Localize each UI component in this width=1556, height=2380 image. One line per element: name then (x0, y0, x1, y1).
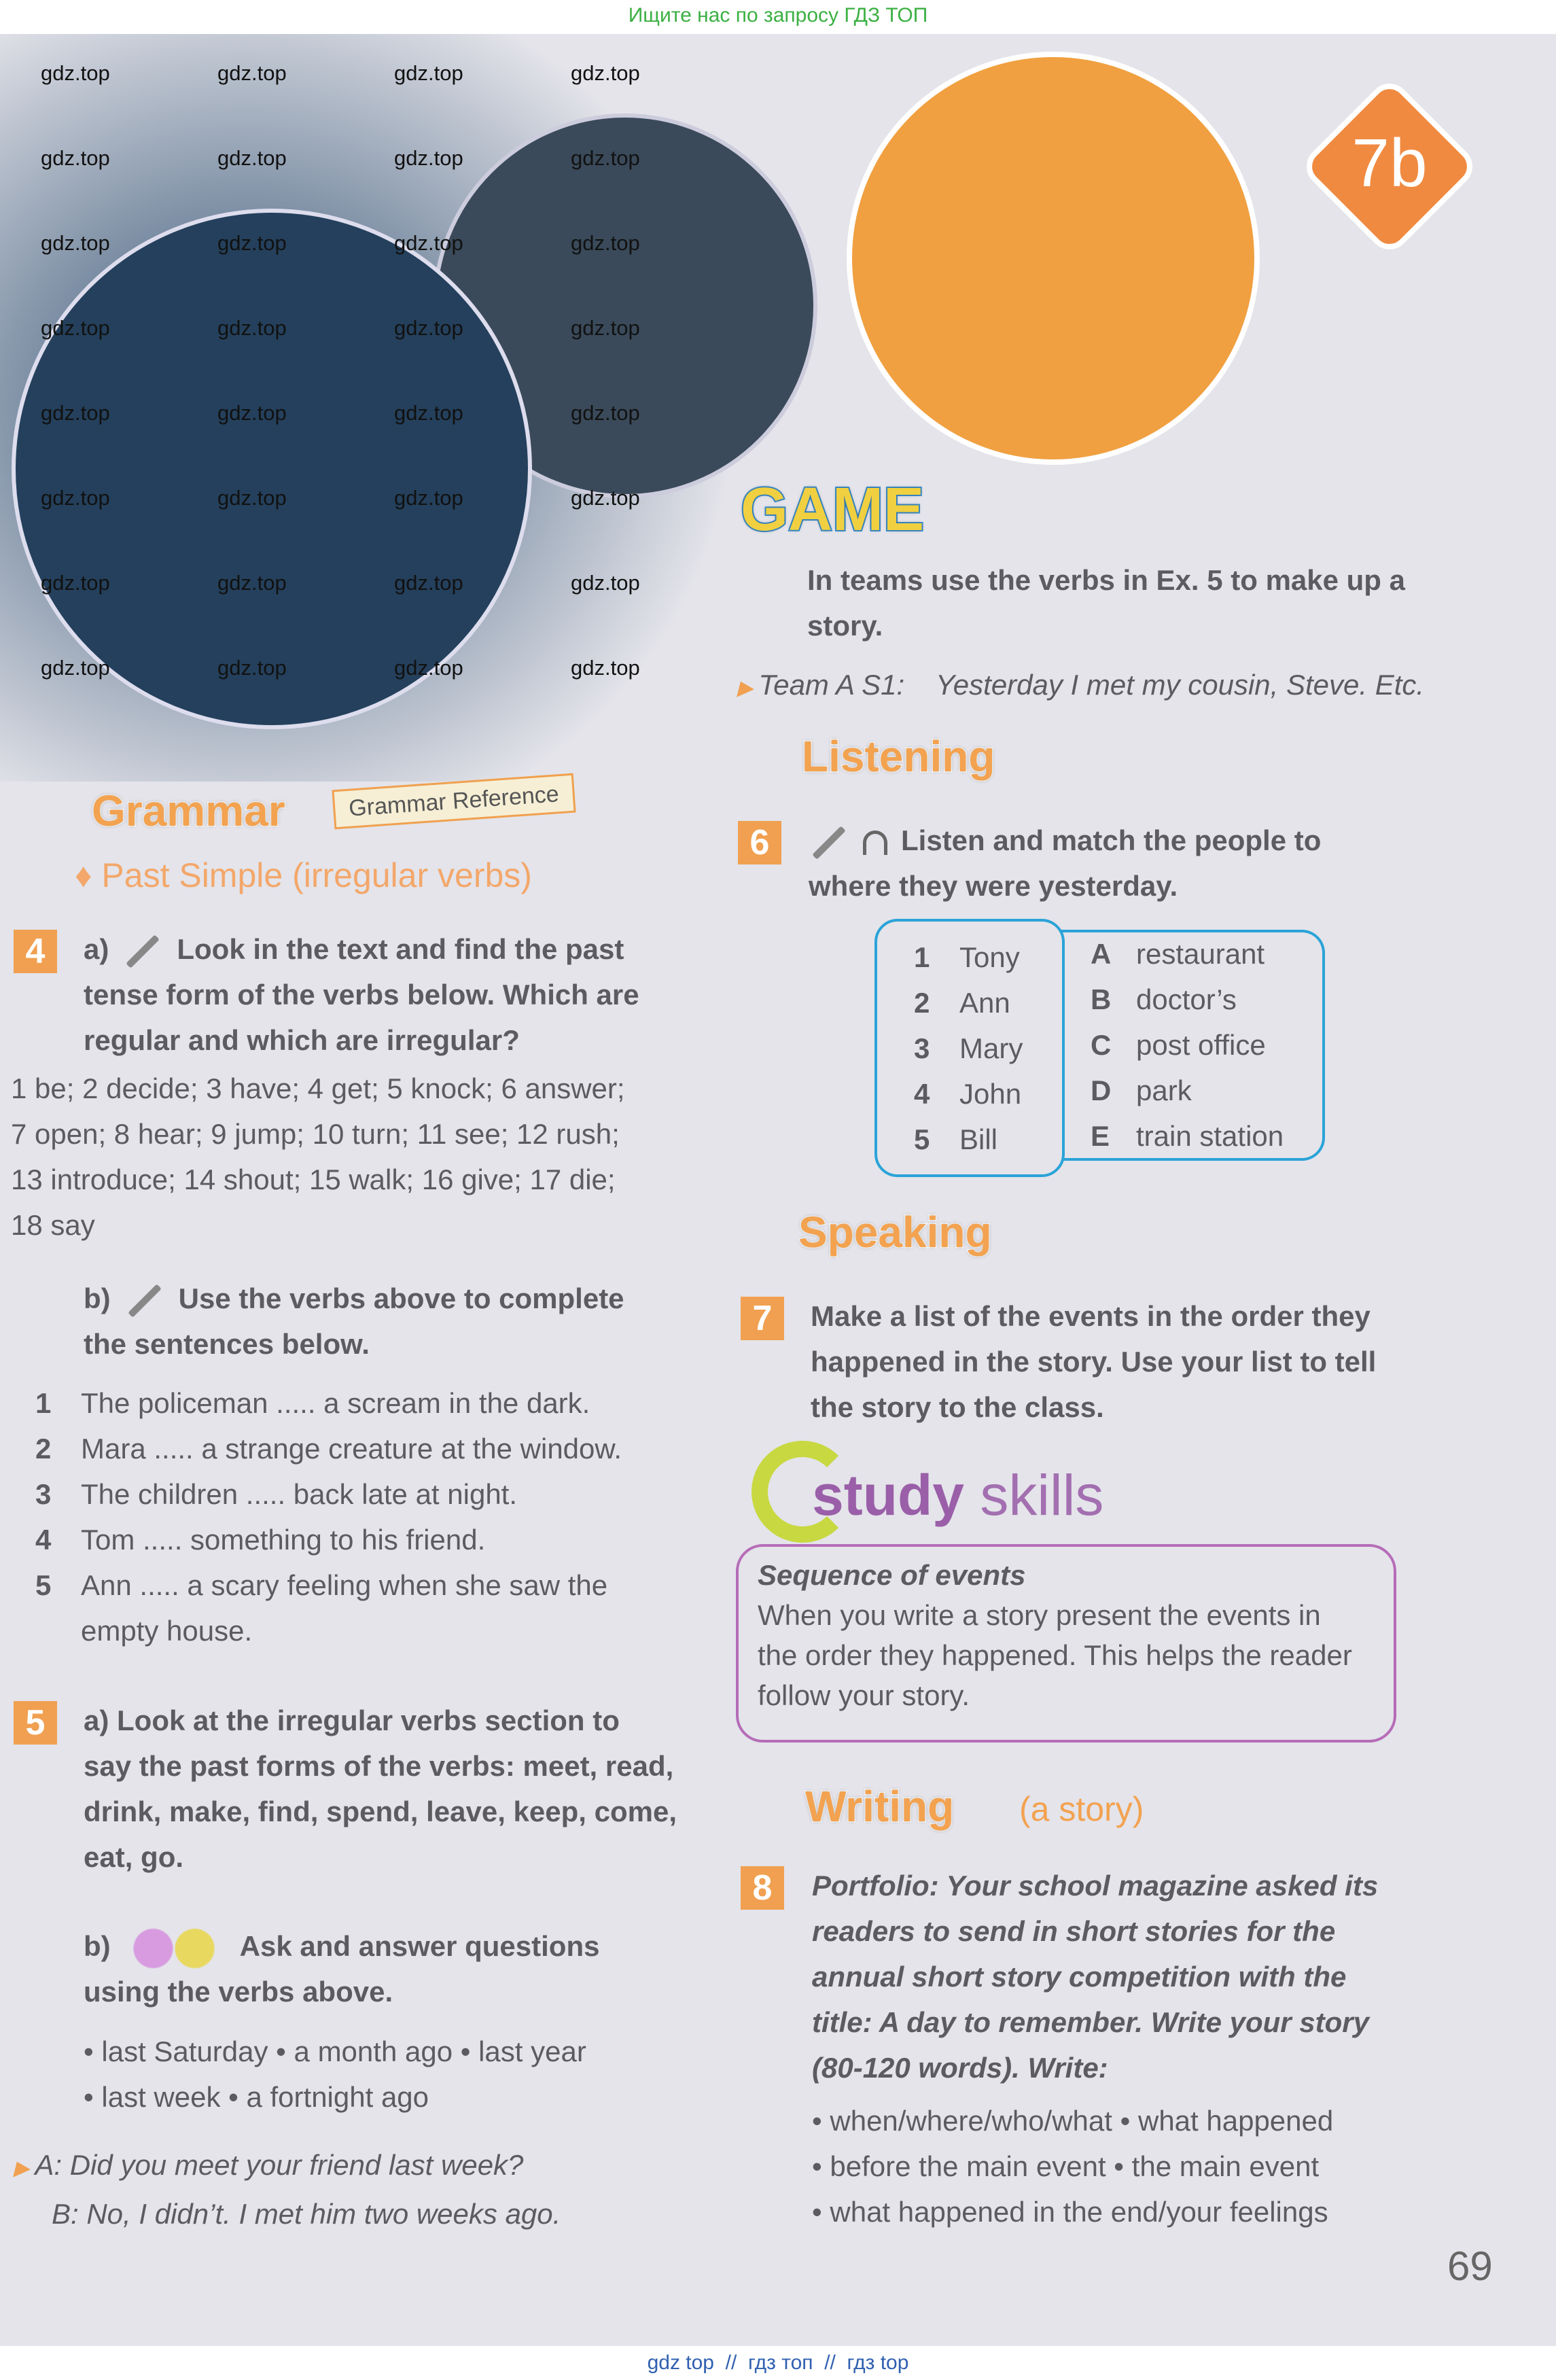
watermark: gdz.top (394, 61, 463, 85)
instruction-line: Use the verbs above to complete (178, 1282, 624, 1314)
watermark: gdz.top (571, 656, 640, 680)
skills-word: skills (980, 1463, 1104, 1527)
page-number: 69 (1447, 2243, 1493, 2289)
watermark: gdz.top (217, 61, 287, 85)
study-skills-heading: Sequence of events (758, 1559, 1026, 1591)
person-name: Ann (959, 987, 1010, 1019)
item-number: 3 (35, 1478, 52, 1510)
watermark: gdz.top (571, 401, 640, 425)
exercise-number: 8 (741, 1866, 784, 1910)
instruction-line: a) Look at the irregular verbs section to (84, 1704, 620, 1736)
instruction-line: eat, go. (84, 1841, 184, 1873)
item-text: Ann ..... a scary feeling when she saw the (81, 1569, 608, 1601)
instruction-line: where they were yesterday. (809, 870, 1178, 902)
watermark: gdz.top (571, 231, 640, 255)
watermark: gdz.top (571, 571, 640, 595)
person-item (914, 980, 1023, 1026)
exercise-5a-instructions (84, 1698, 677, 1880)
watermark: gdz.top (41, 61, 110, 85)
instruction-line: readers to send in short stories for the (812, 1915, 1336, 1947)
bullet-line: • before the main event • the main event (812, 2150, 1320, 2182)
bullet-line: • what happened in the end/your feelings (812, 2196, 1328, 2228)
study-skills-box (736, 1544, 1396, 1743)
instruction-line: Make a list of the events in the order they (811, 1300, 1371, 1332)
item-text: empty house. (81, 1615, 253, 1647)
bullet-line: • when/where/who/what • what happened (812, 2105, 1334, 2137)
dialogue-line: B: No, I didn’t. I met him two weeks ago. (52, 2198, 561, 2230)
item-letter: A (1091, 938, 1112, 970)
instruction-line: Ask and answer questions (239, 1930, 600, 1962)
watermark: gdz.top (394, 571, 463, 595)
verb-line: 1 be; 2 decide; 3 have; 4 get; 5 knock; 6 answer; (11, 1072, 625, 1104)
instruction-line: Look in the text and find the past (177, 933, 624, 965)
watermark: gdz.top (41, 231, 110, 255)
place-item (1091, 1113, 1284, 1159)
pencil-icon (812, 826, 845, 859)
sentence-item (35, 1471, 622, 1517)
item-number (35, 1608, 81, 1653)
sentence-list (35, 1380, 622, 1653)
exercise-number: 4 (14, 930, 57, 973)
dialogue-line: A: Did you meet your friend last week? (35, 2149, 524, 2181)
exercise-4b-instructions (84, 1276, 624, 1367)
item-number: 2 (914, 987, 930, 1019)
item-number: 1 (914, 941, 930, 973)
watermark: gdz.top (394, 656, 463, 680)
unit-badge-label: 7b (1351, 125, 1428, 201)
instruction-line: (80-120 words). Write: (812, 2052, 1108, 2084)
watermark: gdz.top (41, 486, 110, 510)
watermark: gdz.top (217, 656, 287, 680)
pencil-icon (126, 934, 160, 968)
person-name: John (959, 1078, 1022, 1110)
listening-heading: Listening (802, 732, 995, 781)
grammar-subtitle (75, 855, 532, 896)
instruction-line: tense form of the verbs below. Which are (84, 979, 639, 1011)
watermark: gdz.top (571, 146, 640, 170)
instruction-line: the sentences below. (84, 1328, 370, 1360)
arrow-icon: ▶ (737, 677, 759, 699)
bottom-banner: gdz top // гдз топ // гдз top (0, 2346, 1556, 2380)
sentence-item (35, 1608, 622, 1653)
place-item (1091, 1022, 1284, 1068)
instruction-line: happened in the story. Use your list to tell (811, 1346, 1377, 1378)
item-text: The policeman ..... a scream in the dark. (81, 1387, 590, 1419)
item-number: 1 (35, 1387, 52, 1419)
game-example (737, 662, 1424, 711)
study-skills-line: When you write a story present the events in (758, 1599, 1321, 1631)
watermark: gdz.top (41, 316, 110, 340)
item-letter: B (1091, 983, 1112, 1015)
part-label: b) (84, 1930, 111, 1962)
writing-heading: Writing (805, 1782, 955, 1831)
exercise-6-instructions (809, 818, 1321, 909)
verb-line: 18 say (11, 1209, 95, 1241)
watermark: gdz.top (217, 146, 287, 170)
item-letter: E (1091, 1120, 1110, 1152)
person-item (914, 1026, 1023, 1071)
example-text: Team A S1: Yesterday I met my cousin, Steve. Etc. (758, 669, 1425, 701)
speaking-heading: Speaking (798, 1208, 992, 1257)
exercise-number: 7 (741, 1297, 784, 1340)
part-label: a) (84, 933, 109, 965)
place-name: doctor’s (1136, 983, 1237, 1015)
item-text: The children ..... back late at night. (81, 1478, 518, 1510)
item-number: 5 (914, 1123, 930, 1155)
watermark: gdz.top (217, 571, 287, 595)
people-list (914, 934, 1023, 1162)
watermark: gdz.top (41, 571, 110, 595)
game-instructions (807, 557, 1405, 648)
place-name: post office (1136, 1029, 1266, 1061)
instruction-line: title: A day to remember. Write your story (812, 2006, 1369, 2038)
watermark: gdz.top (571, 486, 640, 510)
game-heading: GAME (741, 476, 924, 544)
example-dialogue (14, 2142, 561, 2237)
instruction-line: using the verbs above. (84, 1976, 393, 2008)
instruction-line: the story to the class. (811, 1391, 1104, 1423)
headphones-icon (863, 830, 887, 855)
watermark: gdz.top (394, 316, 463, 340)
person-name: Mary (959, 1032, 1023, 1064)
person-item (914, 1117, 1023, 1162)
study-word: study (812, 1463, 965, 1527)
person-name: Bill (959, 1123, 998, 1155)
item-text: Tom ..... something to his friend. (81, 1524, 486, 1556)
exercise-number: 6 (738, 821, 781, 864)
grammar-reference-link[interactable]: Grammar Reference (332, 773, 576, 830)
watermark: gdz.top (217, 486, 287, 510)
bullet-line: • last week • a fortnight ago (84, 2081, 429, 2113)
watermark: gdz.top (394, 401, 463, 425)
watermark: gdz.top (217, 316, 287, 340)
watermark: gdz.top (394, 486, 463, 510)
exercise-4a-instructions (84, 926, 639, 1063)
place-item (1091, 931, 1284, 977)
instruction-line: say the past forms of the verbs: meet, read, (84, 1750, 674, 1782)
grammar-heading: Grammar (92, 786, 285, 835)
instruction-line: story. (807, 610, 883, 642)
item-number: 3 (914, 1032, 930, 1064)
sentence-item (35, 1426, 622, 1471)
place-name: park (1136, 1074, 1192, 1106)
time-expressions (84, 2029, 586, 2120)
exercise-5b-instructions (84, 1923, 599, 2014)
instruction-line: drink, make, find, spend, leave, keep, come, (84, 1796, 677, 1827)
sentence-item (35, 1380, 622, 1426)
watermark: gdz.top (41, 401, 110, 425)
place-item (1091, 977, 1284, 1022)
pair-work-icon (131, 1928, 219, 1969)
person-item (914, 934, 1023, 980)
instruction-line: Listen and match the people to (901, 824, 1322, 856)
watermark: gdz.top (217, 231, 287, 255)
exercise-number: 5 (14, 1701, 57, 1745)
watermark: gdz.top (571, 316, 640, 340)
study-skills-line: follow your story. (758, 1679, 970, 1711)
instruction-line: Portfolio: Your school magazine asked its (812, 1870, 1379, 1902)
bullet-line: • last Saturday • a month ago • last year (84, 2035, 586, 2067)
sentence-item (35, 1517, 622, 1562)
watermark: gdz.top (217, 401, 287, 425)
top-banner: Ищите нас по запросу ГДЗ ТОП (0, 0, 1556, 34)
place-item (1091, 1068, 1284, 1113)
exercise-7-instructions (811, 1293, 1376, 1430)
watermark: gdz.top (41, 146, 110, 170)
sentence-item (35, 1562, 622, 1608)
watermark: gdz.top (394, 231, 463, 255)
item-number: 5 (35, 1569, 52, 1601)
watermark: gdz.top (571, 61, 640, 85)
verb-line: 7 open; 8 hear; 9 jump; 10 turn; 11 see; 12 rush; (11, 1118, 620, 1150)
item-number: 4 (914, 1078, 930, 1110)
item-letter: D (1091, 1074, 1112, 1106)
watermark: gdz.top (41, 656, 110, 680)
writing-checklist (812, 2098, 1333, 2235)
writing-subtitle: (a story) (1019, 1790, 1144, 1828)
arrow-icon: ▶ (14, 2157, 35, 2180)
grammar-subtitle-text: Past Simple (irregular verbs) (101, 856, 532, 894)
pencil-icon (128, 1284, 161, 1317)
item-letter: C (1091, 1029, 1112, 1061)
instruction-line: annual short story competition with the (812, 1961, 1347, 1993)
part-label: b) (84, 1282, 111, 1314)
verb-list (11, 1066, 625, 1248)
item-text: Mara ..... a strange creature at the window. (81, 1433, 622, 1465)
instruction-line: regular and which are irregular? (84, 1024, 520, 1056)
study-skills-title (812, 1461, 1103, 1529)
person-item (914, 1071, 1023, 1117)
study-skills-line: the order they happened. This helps the reader (758, 1639, 1352, 1671)
watermark: gdz.top (394, 146, 463, 170)
item-number: 2 (35, 1433, 52, 1465)
instruction-line: In teams use the verbs in Ex. 5 to make up a (807, 564, 1405, 596)
exercise-8-instructions (812, 1863, 1378, 2090)
person-name: Tony (959, 941, 1020, 973)
verb-line: 13 introduce; 14 shout; 15 walk; 16 give; 17 die; (11, 1163, 616, 1195)
place-name: train station (1136, 1120, 1284, 1152)
places-list (1091, 931, 1284, 1159)
diamond-icon: ♦ (75, 856, 102, 894)
place-name: restaurant (1136, 938, 1265, 970)
item-number: 4 (35, 1524, 52, 1556)
